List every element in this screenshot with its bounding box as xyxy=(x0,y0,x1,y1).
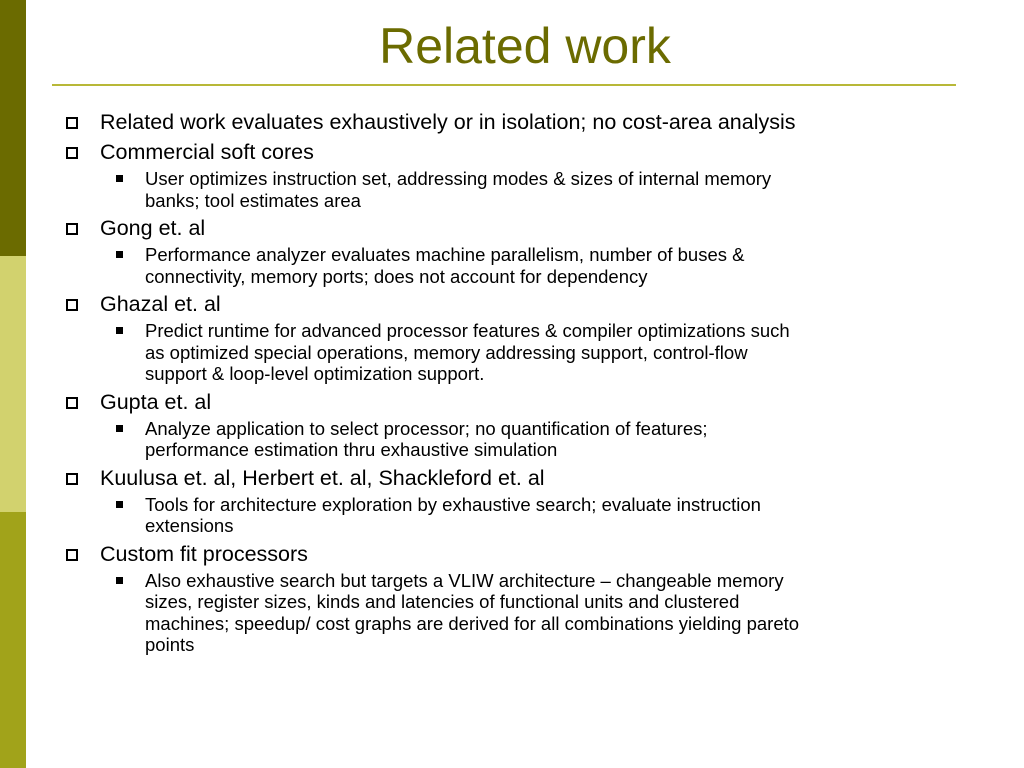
sub-bullet-line: machines; speedup/ cost graphs are derived for all combinations yielding pareto xyxy=(145,612,800,634)
sub-bullet-line: support & loop-level optimization support. xyxy=(145,363,485,384)
filled-square-bullet-icon xyxy=(116,175,123,182)
side-color-bar xyxy=(0,0,26,768)
sub-bullet-line: Tools for architecture exploration by exhaustive search; evaluate instruction xyxy=(145,493,761,515)
sub-bullet-line: User optimizes instruction set, addressing modes & sizes of internal memory xyxy=(145,168,772,189)
filled-square-bullet-icon xyxy=(116,501,123,508)
sub-bullet-item xyxy=(64,244,964,287)
hollow-square-bullet-icon xyxy=(66,223,78,235)
bullet-text: Gupta et. al xyxy=(100,389,212,414)
filled-square-bullet-icon xyxy=(116,577,123,584)
sub-bullet-line: points xyxy=(145,634,195,655)
bullet-text: Kuulusa et. al, Herbert et. al, Shackleford et. al xyxy=(100,465,545,490)
side-bar-segment-bottom xyxy=(0,512,26,768)
bullet-item xyxy=(64,542,964,567)
hollow-square-bullet-icon xyxy=(66,117,78,129)
sub-bullet-line: sizes, register sizes, kinds and latencies of functional units and clustered xyxy=(145,591,740,612)
hollow-square-bullet-icon xyxy=(66,299,78,311)
bullet-item xyxy=(64,216,964,241)
hollow-square-bullet-icon xyxy=(66,549,78,561)
filled-square-bullet-icon xyxy=(116,251,123,258)
title-divider xyxy=(52,84,956,86)
side-bar-segment-top xyxy=(0,0,26,256)
filled-square-bullet-icon xyxy=(116,425,123,432)
sub-bullet-item xyxy=(64,320,964,385)
hollow-square-bullet-icon xyxy=(66,473,78,485)
bullet-text: Related work evaluates exhaustively or in isolation; no cost-area analysis xyxy=(100,110,796,134)
bullet-item xyxy=(64,390,964,415)
sub-bullet-item xyxy=(64,418,964,461)
sub-bullet-line: Analyze application to select processor; no quantification of features; xyxy=(145,417,708,439)
sub-bullet-item xyxy=(64,570,964,656)
sub-bullet-line: Performance analyzer evaluates machine parallelism, number of buses & xyxy=(145,244,745,265)
bullet-text: Commercial soft cores xyxy=(100,140,314,164)
sub-bullet-item xyxy=(64,494,964,537)
bullet-list xyxy=(64,105,964,656)
sub-bullet-item xyxy=(64,168,964,211)
hollow-square-bullet-icon xyxy=(66,397,78,409)
sub-bullet-line: Predict runtime for advanced processor features & compiler optimizations such xyxy=(145,320,790,341)
bullet-text: Gong et. al xyxy=(100,216,206,240)
sub-bullet-line: as optimized special operations, memory addressing support, control-flow xyxy=(145,341,748,363)
filled-square-bullet-icon xyxy=(116,327,123,334)
sub-bullet-line: Also exhaustive search but targets a VLIW architecture – changeable memory xyxy=(145,569,784,591)
slide-title: Related work xyxy=(379,18,671,74)
sub-bullet-line: connectivity, memory ports; does not account for dependency xyxy=(145,265,648,287)
bullet-item xyxy=(64,466,964,491)
bullet-text: Ghazal et. al xyxy=(100,292,221,316)
sub-bullet-line: performance estimation thru exhaustive simulation xyxy=(145,439,558,460)
side-bar-segment-middle xyxy=(0,256,26,512)
bullet-item xyxy=(64,140,964,165)
sub-bullet-line: extensions xyxy=(145,515,234,536)
bullet-text: Custom fit processors xyxy=(100,541,308,566)
bullet-item xyxy=(64,110,964,135)
bullet-item xyxy=(64,292,964,317)
hollow-square-bullet-icon xyxy=(66,147,78,159)
sub-bullet-line: banks; tool estimates area xyxy=(145,189,361,211)
